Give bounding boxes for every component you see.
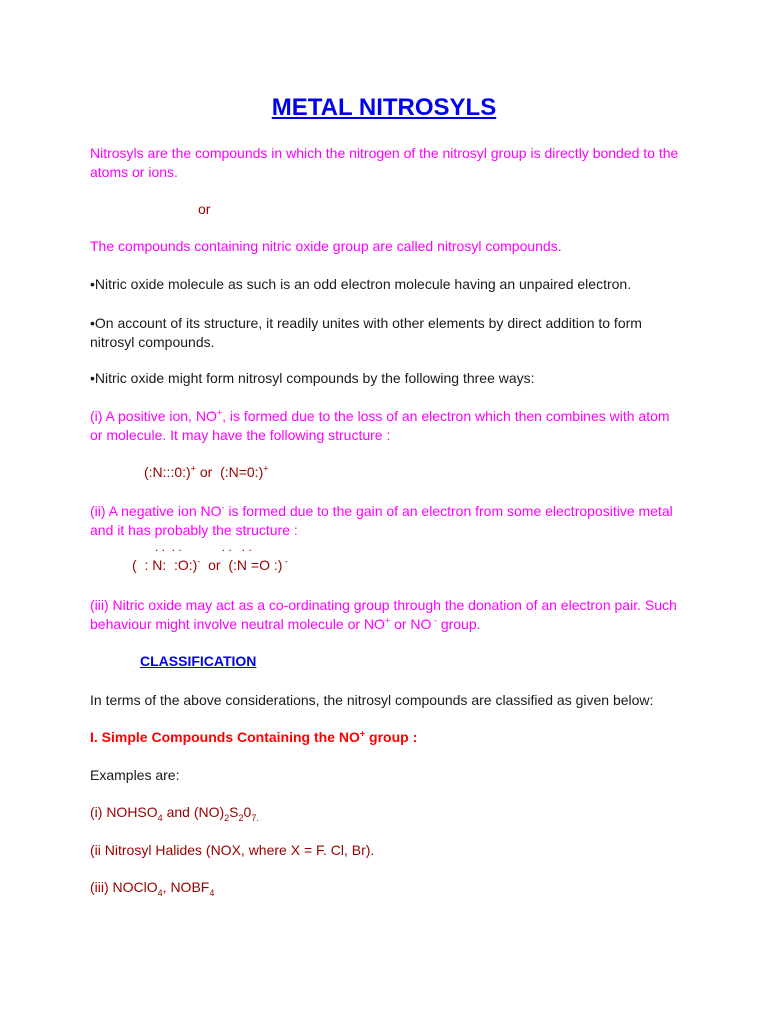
or-separator: or [198, 201, 211, 217]
section-simple-compounds: I. Simple Compounds Containing the NO+ group : [90, 728, 418, 745]
bullet-structure-line-1: •On account of its structure, it readily unites with other elements by direct addition to form [90, 315, 642, 331]
intro-paragraph [90, 144, 678, 182]
intro-line-1: Nitrosyls are the compounds in which the nitrogen of the nitrosyl group is directly bonded to the [90, 145, 679, 161]
page-title: METAL NITROSYLS [271, 94, 497, 121]
bullet-structure-line-2: nitrosyl compounds. [90, 334, 215, 350]
structure-positive: (:N:::0:)+ or (:N=0:)+ [144, 463, 269, 480]
definition-paragraph: The compounds containing nitric oxide group are called nitrosyl compounds. [90, 238, 562, 254]
example-3: (iii) NOClO$_4$, $NOBF_4$ [90, 879, 215, 898]
way-negative-ion-line-2: and it has probably the structure : [90, 522, 298, 538]
examples-label: Examples are: [90, 767, 180, 783]
bullet-three-ways: •Nitric oxide might form nitrosyl compounds by the following three ways: [90, 370, 535, 386]
way-positive-ion-line-2: or molecule. It may have the following structure : [90, 427, 391, 443]
way-negative-ion-line-1: (ii) A negative ion NO- is formed due to the gain of an electron from some electropositive metal [90, 502, 673, 519]
way-coordinating [90, 596, 677, 634]
way-coordinating-line-2: behaviour might involve neutral molecule or NO+ or NO - group. [90, 615, 481, 632]
bullet-structure [90, 314, 642, 352]
bullet-odd-electron: •Nitric oxide molecule as such is an odd electron molecule having an unpaired electron. [90, 276, 632, 292]
example-2: (ii Nitrosyl Halides (NOX, where X = F. Cl, Br). [90, 842, 375, 858]
way-positive-ion-line-1: (i) A positive ion, NO+, is formed due to the loss of an electron which then combines with atom [90, 407, 670, 424]
structure-negative: ( : N: :O:)- or (:N =O :) - [132, 556, 288, 573]
structure-negative-dots: . . . . . . . . [155, 540, 252, 554]
way-negative-ion [90, 502, 673, 540]
way-positive-ion [90, 407, 670, 445]
classification-heading: CLASSIFICATION [140, 653, 257, 669]
classification-intro: In terms of the above considerations, the nitrosyl compounds are classified as given below: [90, 692, 654, 708]
way-coordinating-line-1: (iii) Nitric oxide may act as a co-ordinating group through the donation of an electron pair. Such [90, 597, 677, 613]
example-1: (i) $NOHSO_4$ and $(NO)_2S_20_{7.}$ [90, 804, 259, 823]
intro-line-2: atoms or ions. [90, 164, 178, 180]
